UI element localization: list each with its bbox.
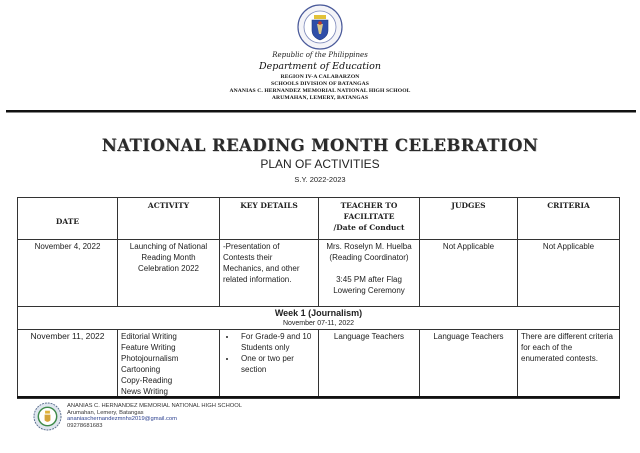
table-header-row: [18, 198, 620, 240]
cell-teacher: Language Teachers: [319, 330, 420, 399]
cell-date: November 4, 2022: [18, 240, 118, 307]
header-divider: [6, 110, 636, 112]
deped-seal-icon: [297, 4, 343, 50]
cell-key-details: [220, 240, 319, 307]
republic-label: Republic of the Philippines: [272, 51, 368, 59]
cell-criteria: Not Applicable: [518, 240, 620, 307]
activity-item: News Writing: [121, 387, 168, 396]
details-bullet: • One or two per section: [237, 353, 315, 375]
cell-judges: Not Applicable: [420, 240, 518, 307]
footer-school-name: ANANIAS C. HERNANDEZ MEMORIAL NATIONAL HIGH SCHOOL: [67, 403, 243, 409]
footer-phone: 09278681683: [67, 422, 103, 429]
week-header-cell: [18, 307, 620, 330]
school-logo-icon: [33, 402, 62, 431]
conduct-time: 3:45 PM after Flag: [336, 275, 402, 284]
header-teacher-line: /Date of Conduct: [333, 223, 405, 232]
table-row: [18, 240, 620, 307]
activity-line: Celebration 2022: [138, 264, 199, 273]
department-label: Department of Education: [259, 61, 381, 72]
header-key-details: KEY DETAILS: [220, 198, 319, 240]
plan-of-activities-table: [17, 197, 620, 399]
cell-activity: [118, 330, 220, 399]
document-subtitle: PLAN OF ACTIVITIES: [260, 157, 380, 171]
activity-item: Editorial Writing: [121, 332, 177, 341]
cell-judges: Language Teachers: [420, 330, 518, 399]
footer-address: Arumahan, Lemery, Batangas: [67, 409, 144, 416]
teacher-name: Mrs. Roselyn M. Huelba: [326, 242, 412, 251]
conduct-time: Lowering Ceremony: [333, 286, 405, 295]
footer-contact: [67, 403, 242, 429]
details-line: related information.: [223, 275, 292, 284]
region-label: REGION IV-A CALABARZON: [280, 74, 360, 80]
details-bullet-list: [223, 331, 315, 375]
cell-criteria: There are different criteria for each of the enumerated contests.: [518, 330, 620, 399]
document-title: NATIONAL READING MONTH CELEBRATION: [101, 136, 539, 155]
header-activity: ACTIVITY: [118, 198, 220, 240]
details-bullet: • For Grade-9 and 10 Students only: [237, 331, 315, 353]
school-address-label: ARUMAHAN, LEMERY, BATANGAS: [271, 95, 369, 101]
activity-item: Feature Writing: [121, 343, 176, 352]
details-line: Mechanics, and other: [223, 264, 300, 273]
activity-item: Cartooning: [121, 365, 161, 374]
week-row: [18, 307, 620, 330]
table-row: [18, 330, 620, 399]
activity-item: Photojournalism: [121, 354, 179, 363]
footer-email[interactable]: ananiaschernandezmnhs2019@gmail.com: [67, 416, 177, 423]
details-line: -Presentation of: [223, 242, 280, 251]
week-title: Week 1 (Journalism): [274, 308, 363, 318]
cell-date: November 11, 2022: [18, 330, 118, 399]
footer-divider: [17, 396, 620, 398]
header-teacher: [319, 198, 420, 240]
header-date: DATE: [18, 198, 118, 240]
header-teacher-line: TEACHER TO: [340, 201, 398, 210]
header-teacher-line: FACILITATE: [343, 212, 395, 221]
activity-item: Copy-Reading: [121, 376, 173, 385]
header-judges: JUDGES: [420, 198, 518, 240]
school-label: ANANIAS C. HERNANDEZ MEMORIAL NATIONAL HIGH SCHOOL: [229, 88, 411, 94]
activity-line: Reading Month: [141, 253, 196, 262]
spacer: [322, 263, 416, 274]
school-year: S.Y. 2022-2023: [294, 175, 346, 184]
activity-line: Launching of National: [129, 242, 208, 251]
cell-key-details: [220, 330, 319, 399]
details-line: Contests their: [223, 253, 273, 262]
header-criteria: CRITERIA: [518, 198, 620, 240]
cell-teacher: [319, 240, 420, 307]
cell-activity: [118, 240, 220, 307]
teacher-role: (Reading Coordinator): [329, 253, 409, 262]
week-dates: November 07-11, 2022: [282, 320, 355, 327]
division-label: SCHOOLS DIVISION OF BATANGAS: [271, 81, 369, 87]
